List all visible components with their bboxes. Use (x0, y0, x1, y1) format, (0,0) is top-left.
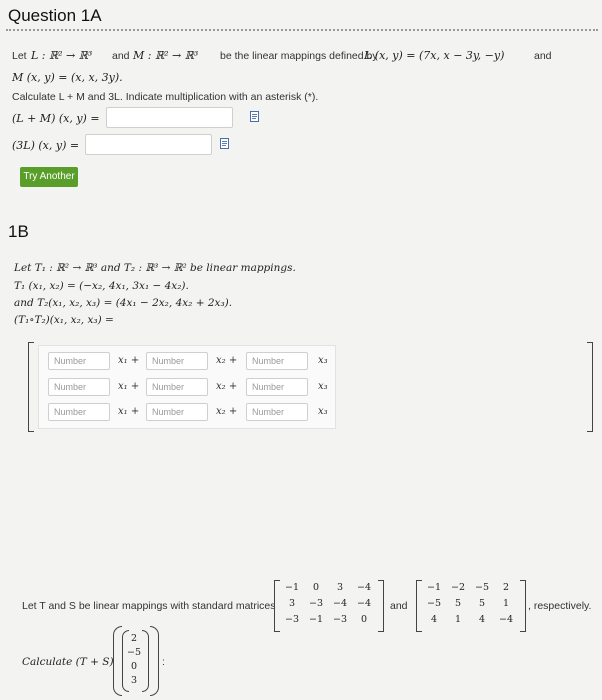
grid-input-r2-c3[interactable]: Number (246, 378, 308, 396)
matrix-b-cell: 1 (502, 598, 510, 609)
q1b-line-2: T₁ (x₁, x₂) = (−x₂, 4x₁, 3x₁ − 4x₂). (14, 280, 189, 292)
grid-left-bracket (28, 342, 34, 432)
q1a-intro-b: be the linear mappings defined by (220, 50, 378, 62)
matrix-a-cell: −4 (356, 582, 371, 593)
vector-entry: 2 (130, 633, 138, 644)
q1a-and: and (112, 50, 130, 62)
grid-input-r2-c2[interactable]: Number (146, 378, 208, 396)
q1a-M-map: M : ℝ² → ℝ³ (133, 49, 199, 62)
matrix-a-cell: −1 (284, 582, 299, 593)
matrix-a-cell: 3 (288, 598, 296, 609)
trailing-colon: : (162, 656, 165, 668)
matrix-b-cell: 5 (478, 598, 486, 609)
sum-answer-input[interactable] (106, 107, 233, 128)
grid-input-r1-c2[interactable]: Number (146, 352, 208, 370)
matrix-a-cell: 0 (312, 582, 320, 593)
var-x1: x₁ + (118, 406, 140, 417)
matrix-b-cell: −1 (426, 582, 441, 593)
matrix-a-cell: 3 (336, 582, 344, 593)
grid-input-r3-c1[interactable]: Number (48, 403, 110, 421)
matrix-b-cell: −4 (498, 614, 513, 625)
matrix-a-cell: −3 (332, 614, 347, 625)
var-x1: x₁ + (118, 355, 140, 366)
question-1b-title: 1B (8, 222, 29, 241)
q1b-line-4: (T₁∘T₂)(x₁, x₂, x₃) = (14, 314, 114, 326)
q1a-L-map: L : ℝ² → ℝ³ (31, 49, 93, 62)
triple-label: (3L) (x, y) = (12, 139, 80, 152)
var-x2: x₂ + (216, 406, 238, 417)
q1a-instruction: Calculate L + M and 3L. Indicate multiplication with an asterisk (*). (12, 91, 319, 103)
q1a-and-2: and (534, 50, 552, 62)
grid-input-r1-c1[interactable]: Number (48, 352, 110, 370)
q1a-intro-let: Let (12, 50, 27, 62)
matrix-b-cell: 4 (430, 614, 438, 625)
grid-input-r1-c3[interactable]: Number (246, 352, 308, 370)
calculate-label: Calculate (T + S) (22, 656, 114, 668)
matrices-and: and (390, 600, 408, 612)
matrix-b-left-bracket (416, 580, 422, 632)
matrix-b-cell: −2 (450, 582, 465, 593)
matrix-b-cell: 4 (478, 614, 486, 625)
matrix-a-cell: −1 (308, 614, 323, 625)
title-divider (6, 29, 598, 31)
matrix-a-cell: 0 (360, 614, 368, 625)
var-x3: x₃ (318, 381, 328, 392)
triple-answer-input[interactable] (85, 134, 212, 155)
matrix-a-cell: −4 (356, 598, 371, 609)
matrix-a-cell: −4 (332, 598, 347, 609)
matrix-a-cell: −3 (284, 614, 299, 625)
matrix-b-cell: −5 (474, 582, 489, 593)
sum-label: (L + M) (x, y) = (12, 112, 100, 125)
var-x2: x₂ + (216, 355, 238, 366)
var-x3: x₃ (318, 355, 328, 366)
matrix-b-cell: 5 (454, 598, 462, 609)
vector-entry: −5 (126, 647, 141, 658)
var-x2: x₂ + (216, 381, 238, 392)
matrix-b-cell: −5 (426, 598, 441, 609)
var-x3: x₃ (318, 406, 328, 417)
q1b-line-3: and T₂(x₁, x₂, x₃) = (4x₁ − 2x₂, 4x₂ + 2x₃). (14, 297, 233, 309)
q1a-M-definition: M (x, y) = (x, x, 3y). (12, 71, 123, 84)
q1a-L-definition: L (x, y) = (7x, x − 3y, −y) (364, 49, 505, 62)
grid-input-r2-c1[interactable]: Number (48, 378, 110, 396)
matrix-a-cell: −3 (308, 598, 323, 609)
matrices-respectively: , respectively. (528, 600, 592, 612)
outer-paren-right (150, 626, 159, 696)
document-icon[interactable] (220, 138, 229, 149)
q1b-line-1: Let T₁ : ℝ² → ℝ³ and T₂ : ℝ³ → ℝ² be linear mappings. (14, 262, 296, 274)
matrices-intro: Let T and S be linear mappings with standard matrices (22, 600, 276, 612)
grid-input-r3-c2[interactable]: Number (146, 403, 208, 421)
var-x1: x₁ + (118, 381, 140, 392)
matrix-b-cell: 2 (502, 582, 510, 593)
document-icon[interactable] (250, 111, 259, 122)
outer-paren-left (113, 626, 122, 696)
grid-input-r3-c3[interactable]: Number (246, 403, 308, 421)
matrix-b-cell: 1 (454, 614, 462, 625)
matrix-a-right-bracket (378, 580, 384, 632)
try-another-button[interactable]: Try Another (20, 167, 78, 187)
matrix-a-left-bracket (274, 580, 280, 632)
question-1a-title: Question 1A (8, 6, 102, 25)
vector-entry: 3 (130, 675, 138, 686)
vector-entry: 0 (130, 661, 138, 672)
matrix-b-right-bracket (520, 580, 526, 632)
grid-right-bracket (587, 342, 593, 432)
